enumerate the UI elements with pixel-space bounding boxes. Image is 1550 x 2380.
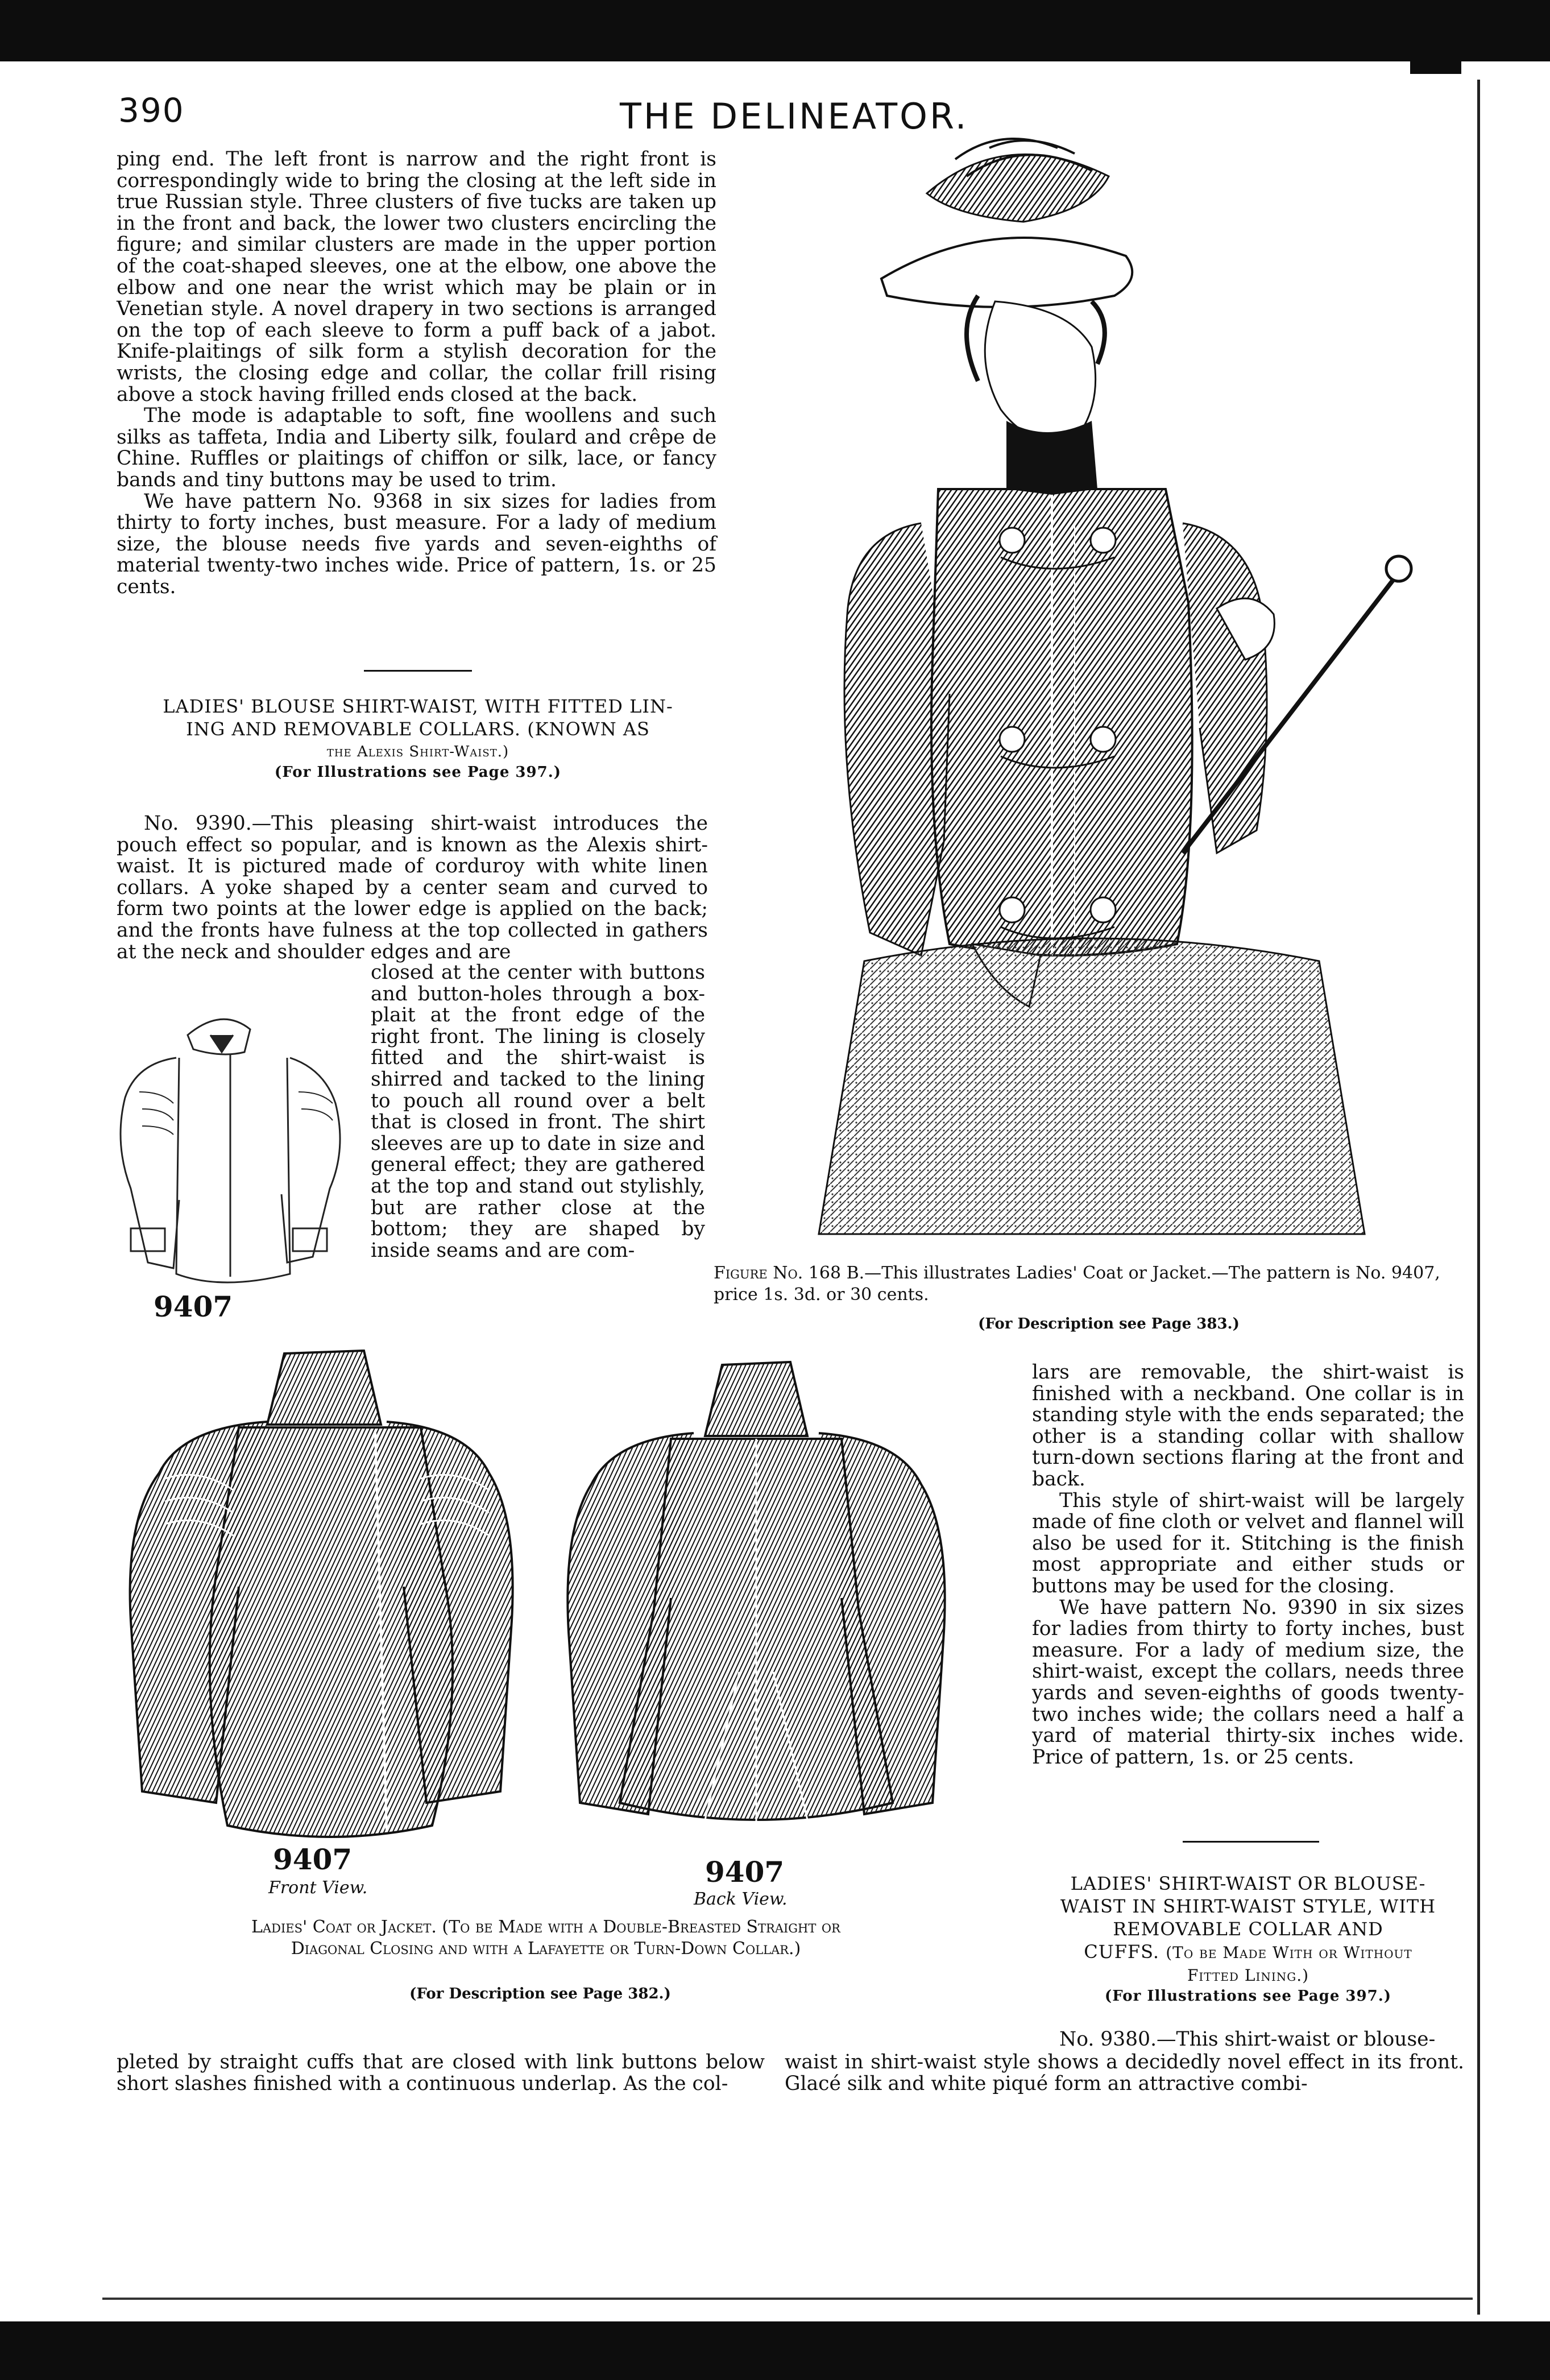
illustration-reference: (For Illustrations see Page 397.) xyxy=(1104,1988,1392,2005)
caption-line: Ladies' Coat or Jacket. (To be Made with a Double-Breasted Straight or xyxy=(251,1917,840,1937)
jacket-front-view-illustration xyxy=(102,1342,557,1848)
heading-line: the Alexis Shirt-Waist.) xyxy=(326,743,509,760)
jacket-back-label: Back View. xyxy=(694,1889,788,1909)
paragraph: lars are removable, the shirt-waist is finished with a neckband. One collar is in standing style with the ends separated; the other is a standing collar with shallow turn-down sections flaring at the front and back. xyxy=(1032,1361,1464,1491)
paragraph: We have pattern No. 9368 in six sizes for ladies from thirty to forty inches, bust measure. For a lady of medium size, the blouse needs five yards and seven-eighths of material twenty-two inches wide. Price of pattern, 1s. or 25 cents. xyxy=(117,490,716,598)
figure-168b-caption: Figure No. 168 B.—This illustrates Ladies' Coat or Jacket.—The pattern is No. 9407, price 1s. 3d. or 30 cents. xyxy=(714,1263,1440,1305)
heading-line: REMOVABLE COLLAR AND xyxy=(1113,1918,1383,1940)
section-divider xyxy=(364,670,472,672)
paragraph: The mode is adaptable to soft, fine woollens and such silks as taffeta, India and Liberty silk, foulard and crêpe de Chine. Ruffles or plaitings of chiffon or silk, lace, or fancy bands and tiny buttons may be used to trim. xyxy=(117,404,716,491)
heading-line: WAIST IN SHIRT-WAIST STYLE, WITH xyxy=(1060,1895,1436,1917)
paragraph: We have pattern No. 9390 in six sizes for ladies from thirty to forty inches, bust measure. For a lady of medium size, the shirt-waist, except the collars, needs three yards and seven-eighths of goods twenty-two inches wide; the collars need a half a yard of material thirty-six inches wide. Price of pattern, 1s. or 25 cents. xyxy=(1032,1596,1464,1769)
heading-line: Fitted Lining.) xyxy=(1187,1966,1309,1985)
article-1-paragraph: No. 9390.—This pleasing shirt-waist introduces the pouch effect so popular, and is known as the Alexis shirt-waist. It is pictured made of corduroy with white linen collars. A yoke shaped by a center seam and curved to form two points at the lower edge is applied on the back; and the fronts have fulness at the top collected in gathers at the neck and shoulder edges and are xyxy=(117,812,708,963)
jacket-back-view-illustration xyxy=(557,1354,972,1854)
bottom-rule xyxy=(102,2298,1473,2300)
bottom-left-text: pleted by straight cuffs that are closed with link buttons below short slashes finished with a continuous underlap. As the col- xyxy=(117,2051,765,2095)
jacket-back-number: 9407 xyxy=(705,1855,785,1889)
column-1-text xyxy=(117,149,716,598)
article-2-paragraph: No. 9380.—This shirt-waist or blouse- xyxy=(1059,2028,1436,2051)
heading-line: LADIES' SHIRT-WAIST OR BLOUSE- xyxy=(1070,1873,1426,1894)
paragraph: This style of shirt-waist will be largely made of fine cloth or velvet and flannel will also be used for it. Stitching is the finish most appropriate and either studs or buttons may be used for the closing. xyxy=(1032,1489,1464,1597)
jacket-front-number: 9407 xyxy=(273,1843,353,1876)
article-1-heading xyxy=(111,695,725,781)
bottom-scan-border xyxy=(0,2321,1550,2380)
figure-label: Figure No. 168 B.— xyxy=(714,1263,882,1283)
top-scan-border-notch xyxy=(1410,57,1461,74)
jackets-caption xyxy=(102,1917,989,1960)
top-scan-border xyxy=(0,0,1550,61)
article-2-heading xyxy=(1023,1872,1473,2005)
jacket-front-label: Front View. xyxy=(268,1878,368,1898)
figure-168b-reference: (For Description see Page 383.) xyxy=(978,1315,1240,1332)
paragraph: ping end. The left front is narrow and the right front is correspondingly wide to bring the closing at the left side in true Russian style. Three clusters of five tucks are taken up in the front and back, the lower two clusters encircling the figure; and similar clusters are made in the upper portion of the coat-shaped sleeves, one at the elbow, one above the elbow and one near the wrist which may be plain or in Venetian style. A novel drapery in two sections is arranged on the top of each sleeve to form a puff back of a jabot. Knife-plaitings of silk form a stylish decoration for the wrists, the closing edge and collar, the collar frill rising above a stock having frilled ends closed at the back. xyxy=(117,148,716,406)
heading-line: LADIES' BLOUSE SHIRT-WAIST, WITH FITTED LIN- xyxy=(163,696,673,717)
heading-line: CUFFS. (To be Made With or Without xyxy=(1084,1941,1412,1963)
small-figure-number: 9407 xyxy=(154,1290,233,1323)
caption-line: Diagonal Closing and with a Lafayette or Turn-Down Collar.) xyxy=(291,1939,801,1959)
figure-168b-jacket-illustration xyxy=(751,125,1467,1240)
page-number: 390 xyxy=(118,91,185,130)
jackets-reference: (For Description see Page 382.) xyxy=(409,1985,671,2002)
right-margin-rule xyxy=(1477,80,1480,2315)
article-1-paragraph-narrow: closed at the center with buttons and button-holes through a box-plait at the front edge of the right front. The lining is closely fitted and the shirt-waist is shirred and tacked to the lining to pouch all round over a belt that is closed in front. The shirt sleeves are up to date in size and general effect; they are gathered at the top and stand out stylishly, but are rather close at the bottom; they are shaped by inside seams and are com- xyxy=(371,961,705,1262)
right-column-text xyxy=(1032,1362,1464,1768)
small-shirt-waist-illustration xyxy=(108,1001,364,1319)
running-head-title: THE DELINEATOR. xyxy=(620,96,969,137)
section-divider xyxy=(1183,1841,1319,1843)
heading-line: ING AND REMOVABLE COLLARS. (KNOWN AS xyxy=(186,718,650,740)
bottom-right-text: waist in shirt-waist style shows a decidedly novel effect in its front. Glacé silk and white piqué form an attractive combi- xyxy=(785,2051,1464,2095)
illustration-reference: (For Illustrations see Page 397.) xyxy=(274,764,562,781)
